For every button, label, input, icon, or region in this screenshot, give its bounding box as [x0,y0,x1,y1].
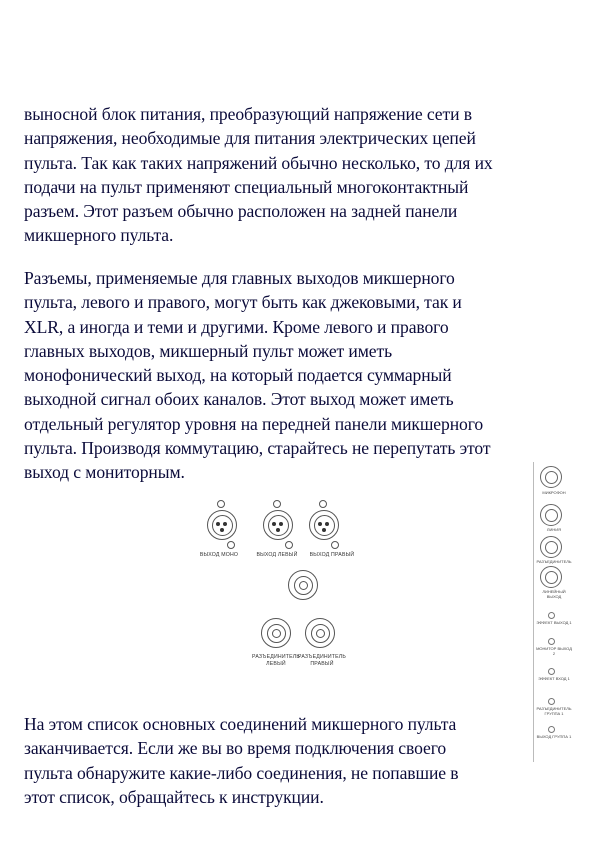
label-insert-right: РАЗЪЕДИНИТЕЛЬ ПРАВЫЙ [298,654,346,667]
text-line: выходной сигнал обоих каналов. Этот выход может иметь [24,389,454,410]
xlr-right-connector [309,510,339,540]
strip-label: ЛИНЕЙНЫЙ ВЫХОД [542,589,566,599]
jack-connector [288,570,318,600]
screw-icon [319,500,327,508]
text-line: На этом список основных соединений микшерного пульта [24,714,457,734]
strip-label: ЭФФЕКТ ВЫХОД 1 [536,620,572,625]
screw-icon [273,500,281,508]
jack-icon [548,638,555,645]
text-line: пульта. Производя коммутацию, старайтесь не перепутать этот [24,438,491,459]
text-line: пульта обнаружите какие-либо соединения, не попавшие в [24,762,459,783]
text-line: заканчивается. Если же вы во время подключения своего [24,738,447,759]
strip-label: ВЫХОД ГРУППА 1 [536,734,572,739]
screw-icon [331,541,339,549]
insert-right-jack [305,618,335,648]
jack-icon [548,668,555,675]
strip-label: РАЗЪЕДИНИТЕЛЬ [536,559,572,564]
strip-label: РАЗЪЕДИНИТЕЛЬ ГРУППА 1 [536,706,572,716]
screw-icon [217,500,225,508]
mic-xlr-icon [540,466,562,488]
label-out-right: ВЫХОД ПРАВЫЙ [309,552,355,558]
strip-label: ЭФФЕКТ ВХОД 1 [538,676,570,681]
text-line: Разъемы, применяемые для главных выходов микшерного [24,268,455,288]
paragraph-2 [24,266,572,485]
text-line: XLR, а иногда и теми и другими. Кроме левого и правого [24,316,449,337]
text-line: пульта, левого и правого, могут быть как джековыми, так и [24,292,462,313]
jack-icon [548,698,555,705]
jack-icon [540,536,562,558]
xlr-mono-connector [207,510,237,540]
strip-label: МОНИТОР ВЫХОД 2 [536,646,572,656]
label-out-mono: ВЫХОД МОНО [199,552,239,558]
screw-icon [285,541,293,549]
text-line: напряжения, необходимые для питания электрических цепей [24,128,476,149]
text-line: этот список, обращайтесь к инструкции. [24,786,324,807]
text-line: монофонический выход, на который подается суммарный [24,365,452,386]
strip-label: МИКРОФОН [542,490,566,495]
connector-panel-figure [195,494,370,694]
text-line: выход с мониторным. [24,462,185,483]
label-out-left: ВЫХОД ЛЕВЫЙ [256,552,298,558]
jack-icon [540,504,562,526]
paragraph-1 [24,102,572,248]
text-line: отдельный регулятор уровня на передней панели микшерного [24,413,484,434]
screw-icon [227,541,235,549]
insert-left-jack [261,618,291,648]
jack-icon [540,566,562,588]
label-insert-left: РАЗЪЕДИНИТЕЛЬ ЛЕВЫЙ [252,654,300,667]
strip-label: ЛИНИЯ [546,527,562,532]
jack-icon [548,612,555,619]
text-line: пульта. Так как таких напряжений обычно несколько, то для их [24,152,493,173]
xlr-left-connector [263,510,293,540]
text-line: микшерного пульта. [24,225,174,246]
text-line: главных выходов, микшерный пульт может иметь [24,340,392,361]
text-line: разъем. Этот разъем обычно расположен на задней панели [24,201,458,222]
text-line: подачи на пульт применяют специальный многоконтактный [24,176,469,197]
paragraph-3 [24,712,572,809]
text-line: выносной блок питания, преобразующий напряжение сети в [24,104,472,124]
